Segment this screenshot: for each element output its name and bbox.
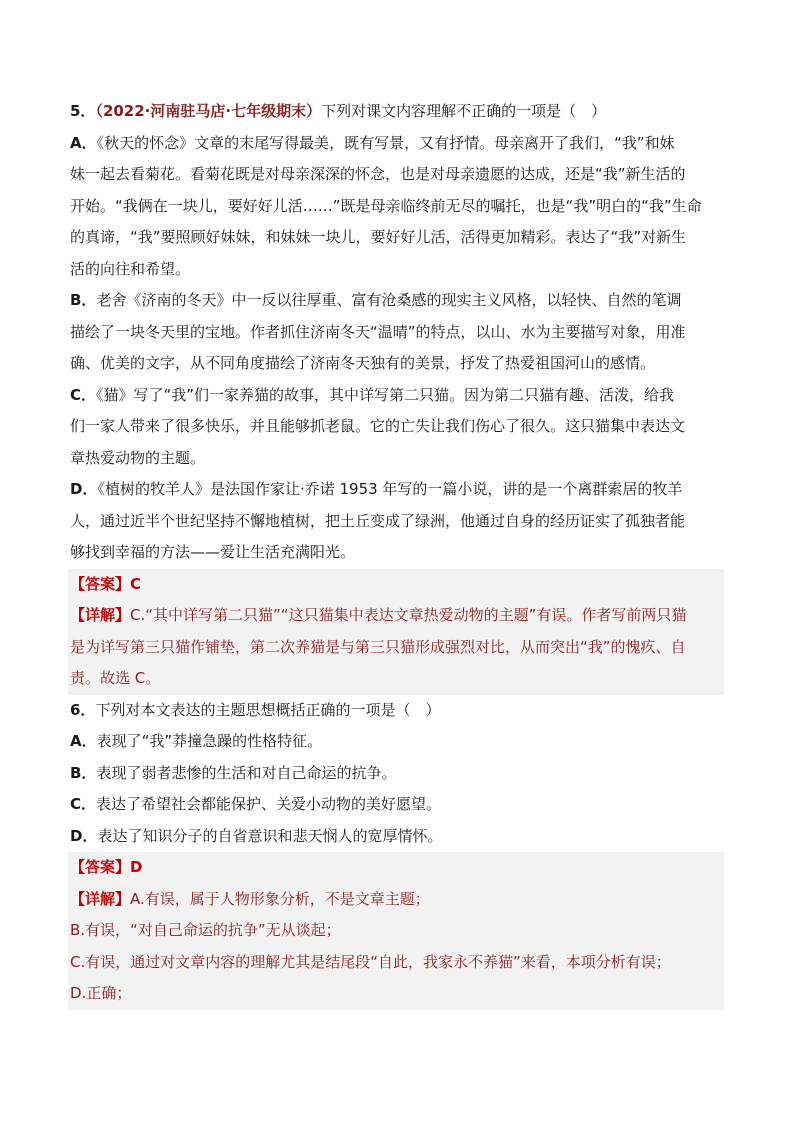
q6-option-c-text: 表达了希望社会都能保护、关爱小动物的美好愿望。 [96,795,442,813]
q5-option-b [70,285,724,380]
q5-option-c-line-3: 章热爱动物的主题。 [70,448,206,467]
q5-option-a-letter: A． [70,133,97,152]
q5-answer-line [70,569,724,601]
q6-number: 6． [70,700,96,719]
q6-detail-line-1 [70,884,724,916]
q6-stem: 下列对本文表达的主题思想概括正确的一项是（ ） [95,700,441,719]
q5-detail-text-2: 是为详写第三只猫作铺垫，第二次养猫是与第三只猫形成强烈对比，从而突出“我”的愧疚、自 [70,637,686,656]
q5-option-c-line-2: 们一家人带来了很多快乐，并且能够抓老鼠。它的亡失让我们伤心了很久。这只猫集中表达文 [70,417,686,435]
q5-answer-tag: 【答案】 [70,574,131,593]
q5-option-a [70,128,724,286]
q5-source: （2022·河南驻马店·七年级期末） [95,102,322,120]
q5-option-a-line-2: 妹一起去看菊花。看菊花既是对母亲深深的怀念，也是对母亲遗愿的达成，还是“我”新生活的 [70,165,686,183]
q5-option-d-line-1: 《植树的牧羊人》是法国作家让·乔诺 1953 年写的一篇小说，讲的是一个离群索居的牧羊 [97,480,683,498]
q6-header [70,695,724,727]
worksheet-page [70,96,724,1010]
q6-answer-line [70,852,724,884]
q6-detail-text-4: D.正确； [70,984,132,1002]
q6-detail-text-2: B.有误，“对自己命运的抗争”无从谈起； [70,921,341,939]
q5-header [70,96,724,128]
q6-option-d-text: 表达了知识分子的自省意识和悲天悯人的宽厚情怀。 [97,826,443,845]
q6-answer-tag: 【答案】 [70,858,131,876]
q6-detail-text-3: C.有误，通过对文章内容的理解尤其是结尾段“自此，我家永不养猫”来看，本项分析有误； [70,952,671,971]
q5-option-a-line-1: 《秋天的怀念》文章的末尾写得最美，既有写景，又有抒情。母亲离开了我们，“我”和妹 [96,133,675,152]
q5-option-d-line-3: 够找到幸福的方法——爱让生活充满阳光。 [70,543,356,561]
q6-option-a-text: 表现了“我”莽撞急躁的性格特征。 [96,732,323,750]
q6-option-a-letter: A． [70,732,97,750]
q6-answer-block [68,852,724,1010]
q6-option-d [70,821,724,853]
q6-detail-text-1: A.有误，属于人物形象分析，不是文章主题； [130,889,430,908]
q5-option-c-letter: C． [70,385,97,404]
q5-number: 5． [70,102,96,120]
q5-stem: 下列对课文内容理解不正确的一项是（ ） [321,102,607,120]
q6-answer-value: D [130,858,143,876]
q5-detail-text-1: C.“其中详写第二只猫”“这只猫集中表达文章热爱动物的主题”有误。作者写前两只猫 [130,606,687,624]
q5-detail-tag: 【详解】 [70,606,131,624]
q5-option-a-line-3: 开始。“我俩在一块儿，要好好儿活……”既是母亲临终前无尽的嘱托，也是“我”明白的“我”生命 [70,196,702,215]
q5-option-c [70,380,724,475]
q5-option-b-line-2: 描绘了一块冬天里的宝地。作者抓住济南冬天“温晴”的特点，以山、水为主要描写对象，用准 [70,322,686,341]
q5-answer-value: C [130,574,142,593]
q6-option-a [70,726,724,758]
q5-option-a-line-5: 活的向往和希望。 [70,259,191,278]
q6-option-c [70,789,724,821]
q5-option-d [70,474,724,569]
q6-option-c-letter: C． [70,795,97,813]
q6-option-b [70,758,724,790]
q6-option-b-text: 表现了弱者悲惨的生活和对自己命运的抗争。 [96,763,397,782]
q6-option-d-letter: D． [70,826,98,845]
q5-option-b-line-1: 老舍《济南的冬天》中一反以往厚重、富有沧桑感的现实主义风格，以轻快、自然的笔调 [96,291,682,309]
q6-option-b-letter: B． [70,763,97,782]
q5-option-b-line-3: 确、优美的文字，从不同角度描绘了济南冬天独有的美景，抒发了热爱祖国河山的感情。 [70,354,656,372]
q5-option-b-letter: B． [70,291,97,309]
q5-option-c-line-1: 《猫》写了“我”们一家养猫的故事，其中详写第二只猫。因为第二只猫有趣、活泼，给我 [96,385,675,404]
q5-answer-block [68,569,724,695]
q5-detail-line-1 [70,600,724,632]
q5-option-d-letter: D． [70,480,98,498]
q5-option-a-line-4: 的真谛，“我”要照顾好妹妹，和妹妹一块儿，要好好儿活，活得更加精彩。表达了“我”对新生 [70,228,687,246]
q6-detail-tag: 【详解】 [70,889,131,908]
q5-option-d-line-2: 人，通过近半个世纪坚持不懈地植树，把土丘变成了绿洲，他通过自身的经历证实了孤独者能 [70,511,686,530]
q5-detail-text-3: 责。故选 C。 [70,669,161,687]
